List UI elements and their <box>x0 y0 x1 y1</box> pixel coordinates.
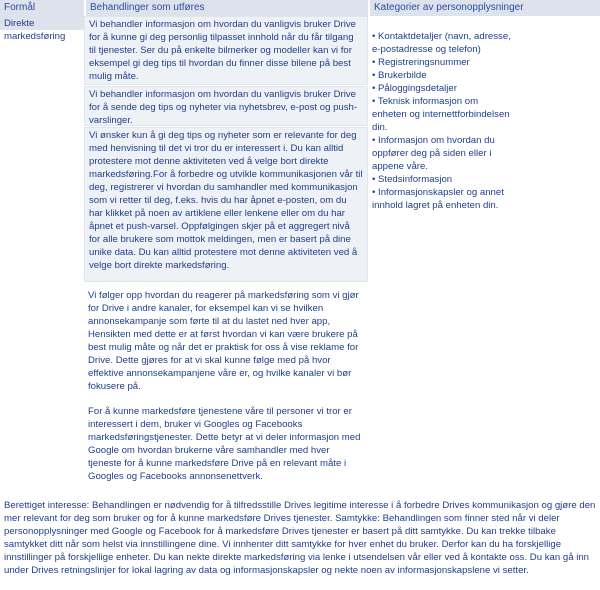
category-item: • Registreringsnummer <box>372 57 470 68</box>
processing-paragraph-5: For å kunne markedsføre tjenestene våre til personer vi tror er interessert i dem, bruker vi Googles og Facebooks markedsføringstjenester. Dette betyr at vi deler informasjon med Google om hvordan brukerne våre samhandler med hver tjeneste for å kunne markedsføre Drive på en relevant måte i Googles og Facebooks annonsenettverk. <box>88 406 361 482</box>
header-categories: Kategorier av personopplysninger <box>370 0 600 16</box>
processing-paragraph-2: Vi behandler informasjon om hvordan du vanligvis bruker Drive for å sende deg tips og nyheter via nyhetsbrev, e-post og push-varslinger. <box>84 86 368 126</box>
category-item: • Kontaktdetaljer (navn, adresse, e-postadresse og telefon) <box>372 31 511 55</box>
categories-list <box>372 30 512 212</box>
category-item: • Stedsinformasjon <box>372 174 453 185</box>
processing-paragraph-1: Vi behandler informasjon om hvordan du vanligvis bruker Drive for å kunne gi deg personlig tilpasset innhold når du får tilgang til tjenester. Ser du på enkelte bilmerker og modeller kan vi for eksempel gi deg tips til hvordan du finner disse bilene på best mulig måte. <box>84 16 368 85</box>
purpose-cell: Direkte markedsføring <box>4 18 66 42</box>
legal-basis-text: Berettiget interesse: Behandlingen er nødvendig for å tilfredsstille Drives legitime interesse i å forbedre Drives kommunikasjon og gjøre den mer relevant for deg som bruker og for å kunne markedsføre Drives tjenester. Samtykke: Behandlingen som finner sted når vi deler personopplysninger med Google og Facebook for å markedsføre Drives tjenester er basert på ditt samtykke. Du kan trekke tilbake samtykket ditt når som helst via innstillingene dine. Vi innhenter ditt samtykke for hver enhet du bruker. Derfor kan du ha forskjellige innstillinger på forskjellige enheter. Du kan nekte direkte markedsføring via lenke i utsendelsen vår eller ved å kontakte oss. Du kan gå inn under Drives retningslinjer for lokal lagring av data og informasjonskapsler og nekte noen av informasjonskapslene vi setter. <box>4 500 596 576</box>
category-item: • Informasjonskapsler og annet innhold lagret på enheten din. <box>372 187 504 211</box>
category-item: • Påloggingsdetaljer <box>372 83 457 94</box>
header-purpose: Formål <box>0 0 84 16</box>
category-item: • Informasjon om hvordan du oppfører deg på siden eller i appene våre. <box>372 135 495 172</box>
processing-paragraph-4: Vi følger opp hvordan du reagerer på markedsføring som vi gjør for Drive i andre kanaler, for eksempel kan vi se hvilken annonsekampanje som førte til at du lastet ned hver app, Hensikten med dette er at først hvordan vi kan være brukere på best mulig måte og når det er praktisk for oss å vise reklame for Drive. Dette gjøres for at vi skal kunne følge med på hvor effektive annonsekampanjene våre er, og hvilke kanaler vi bør fokusere på. <box>88 290 359 392</box>
category-item: • Teknisk informasjon om enheten og internettforbindelsen din. <box>372 96 510 133</box>
header-processing: Behandlinger som utføres <box>86 0 368 16</box>
processing-paragraph-3: Vi ønsker kun å gi deg tips og nyheter som er relevante for deg med henvisning til det vi tror du er interessert i. Du kan alltid protestere mot denne aktiviteten ved å velge bort direkte markedsføring.For å forbedre og utvikle kommunikasjonen vår til deg, registrerer vi hvordan du samhandler med kommunikasjon som vi retter til deg, f.eks. hvis du har åpnet e-posten, om du har klikket på noen av artiklene eller lenkene eller om du har åpnet et push-varsel. Oppfølgingen skjer på et aggregert nivå for alle brukere som mottok meldingen, men er basert på dine unike data. Du kan alltid protestere mot denne aktiviteten ved å velge bort direkte markedsføring. <box>84 127 368 282</box>
category-item: • Brukerbilde <box>372 70 427 81</box>
